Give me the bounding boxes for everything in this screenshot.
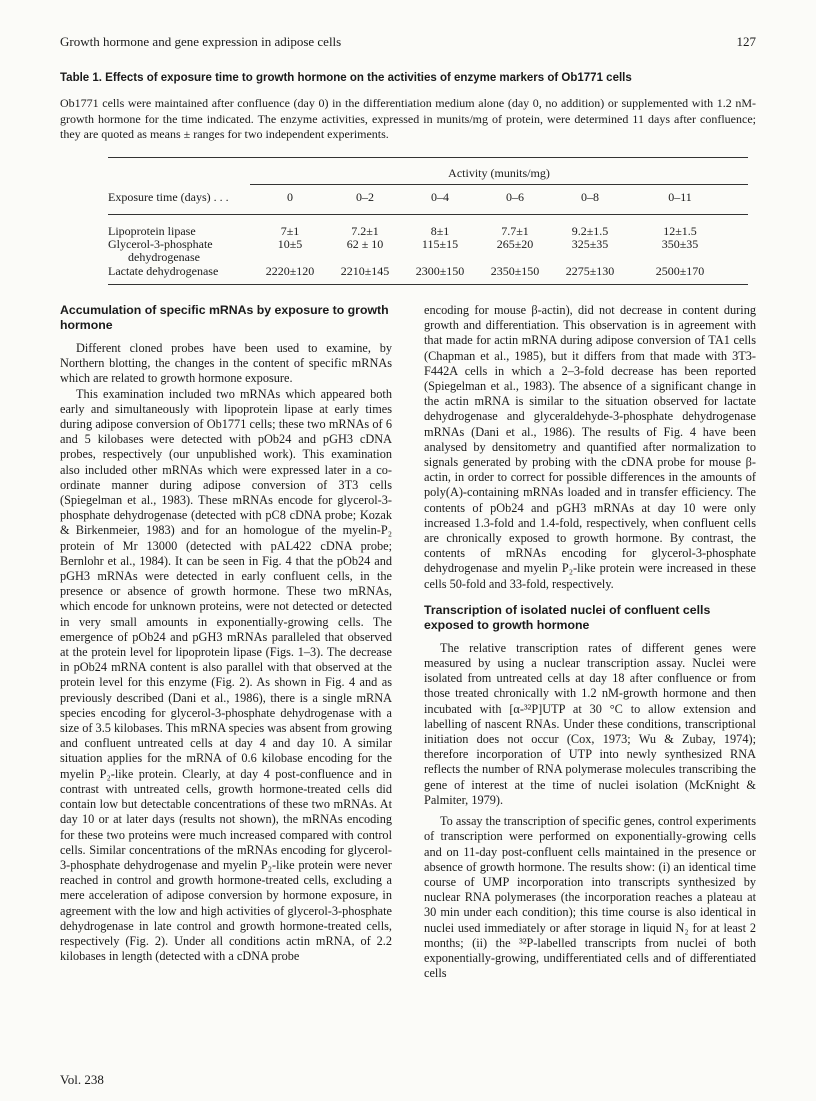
paragraph: This examination included two mRNAs which appeared both early and simultaneously with lipoprotein lipase at early times during adipose conversion of Ob1771 cells; these two mRNAs of 6 and 5 kilobases were detected with pOb24 and pGH3 cDNA probes, respectively (our unpublished work). This examination also included other mRNAs which were expressed later in a co-ordinate manner during adipose conversion of 3T3 cells (Spiegelman et al., 1983). These mRNAs encode for glycerol-3-phosphate dehydrogenase (detected with pC8 cDNA probe; Kozak & Birkenmeier, 1983) and for an homologue of the myelin-P₂ protein of Mr 13000 (detected with pAL422 cDNA probe; Bernlohr et al., 1984). It can be seen in Fig. 4 that the pOb24 and pGH3 mRNAs were detected in early confluent cells, in the presence or absence of growth hormone. These two mRNAs, which encode for unknown proteins, were not detected or detected in very small amounts in exponentially-growing cells. The emergence of pOb24 and pGH3 mRNAs paralleled that observed at the protein level for lipoprotein lipase (Figs. 1–3). The decrease in pOb24 mRNA content is also parallel with that observed at the protein level for this enzyme (Fig. 2). As shown in Fig. 4 and as previously described (Dani et al., 1986), there is a single mRNA species encoding for glycerol-3-phosphate dehydrogenase with a size of 3.5 kilobases. This mRNA species was absent from growing and confluent untreated cells at day 4 and day 10. A similar situation applies for the mRNA of 0.6 kilobase encoding for the myelin P₂-like protein. Clearly, at day 4 post-confluence and in contrast with untreated cells, growth hormone-treated cells did contain low but detectable concentrations of these two mRNAs. At day 10 or at later days (results not shown), the mRNAs encoding for these two proteins were much increased compared with control cells. Similar concentrations of the mRNAs encoding for glycerol-3-phosphate dehydrogenase and myelin P₂-like protein were never reached in control and growth hormone-treated cells, excluding a mere acceleration of adipose conversion by hormone exposure, in agreement with the low and high activities of glycerol-3-phosphate dehydrogenase in late control and growth hormone-treated cells, respectively (Fig. 2). Under all conditions actin mRNA, of 2.2 kilobases in length (detected with a cDNA probe xyxy=(60,386,392,964)
header-bottom-rule xyxy=(108,214,748,215)
table-cell: 9.2±1.5 xyxy=(571,224,609,238)
table-cell: 350±35 xyxy=(661,237,699,251)
section-heading: Transcription of isolated nuclei of confluent cells exposed to growth hormone xyxy=(424,602,711,632)
left-column xyxy=(60,303,392,964)
table-bottom-rule xyxy=(108,284,748,285)
paragraph: The relative transcription rates of different genes were measured by using a nuclear transcription assay. Nuclei were isolated from untreated cells at day 18 after confluence or from those treated chronically with 1.2 nM-growth hormone and then incubated with [α-³²P]UTP at 30 °C to allow extension and labelling of nascent RNAs. Under these conditions, transcriptional initiation does not occur (Cox, 1973; Wu & Zubay, 1974); therefore incorporation of UTP into newly synthesized RNA reflects the number of RNA polymerase molecules transcribing the gene of interest at the time of nuclei isolation (McKnight & Palmiter, 1979). xyxy=(424,640,756,807)
col-header: 0–4 xyxy=(431,190,449,204)
col-header: 0 xyxy=(287,190,293,204)
table-row xyxy=(108,264,748,280)
table-cell: 8±1 xyxy=(430,224,450,238)
right-column xyxy=(424,303,756,981)
paragraph: To assay the transcription of specific genes, control experiments of transcription were performed on exponentially-growing cells and on 11-day post-confluent cells maintained in the presence or absence of growth hormone. The results show: (i) an identical time course of UMP incorporation into transcripts synthesized by nuclear RNA polymerases (the incorporation reaches a plateau at 30 min under each condition); this time course is also identical in nuclei used immediately or after storage in liquid N₂ for at least 2 months; (ii) the ³²P-labelled transcripts from nuclei of both exponentially-growing, undifferentiated cells and of differentiated cells xyxy=(424,814,756,981)
exposure-label: Exposure time (days) . . . xyxy=(108,190,229,204)
table-cell: 2300±150 xyxy=(415,264,465,278)
activity-header: Activity (munits/mg) xyxy=(448,166,550,180)
row-label: dehydrogenase xyxy=(128,250,200,264)
table-cell: 2210±145 xyxy=(340,264,390,278)
table-title: Table 1. Effects of exposure time to growth hormone on the activities of enzyme markers of Ob1771 cells xyxy=(60,72,632,84)
table-cell: 115±15 xyxy=(421,237,459,251)
table-cell: 325±35 xyxy=(571,237,609,251)
table-cell: 7.7±1 xyxy=(501,224,529,238)
table-top-rule xyxy=(108,157,748,158)
page-number: 127 xyxy=(736,34,756,49)
table-cell: 2350±150 xyxy=(490,264,540,278)
table-cell: 2500±170 xyxy=(655,264,705,278)
row-label: Lactate dehydrogenase xyxy=(108,264,219,278)
table-cell: 7.2±1 xyxy=(351,224,379,238)
table-cell: 2275±130 xyxy=(565,264,615,278)
table-cell: 12±1.5 xyxy=(663,224,697,238)
col-header: 0–8 xyxy=(581,190,599,204)
table-cell: 265±20 xyxy=(496,237,534,251)
row-label: Glycerol-3-phosphate xyxy=(108,237,213,251)
running-head xyxy=(60,34,756,50)
activity-rule xyxy=(250,184,748,185)
table-cell: 62 ± 10 xyxy=(346,237,384,251)
row-label: Lipoprotein lipase xyxy=(108,224,196,238)
col-header: 0–11 xyxy=(668,190,692,204)
paragraph: Different cloned probes have been used to examine, by Northern blotting, the changes in the content of specific mRNAs which are related to growth hormone exposure. xyxy=(60,341,392,386)
running-title: Growth hormone and gene expression in adipose cells xyxy=(60,34,342,49)
table-cell: 10±5 xyxy=(277,237,303,251)
table-caption: Ob1771 cells were maintained after confluence (day 0) in the differentiation medium alone (day 0, no addition) or supplemented with 1.2 nM-growth hormone for the time indicated. The enzyme activities, expressed in munits/mg of protein, were determined 11 days after confluence; they are quoted as means ± ranges for two independent experiments. xyxy=(60,96,756,141)
col-header: 0–6 xyxy=(506,190,524,204)
section-heading: Accumulation of specific mRNAs by exposure to growth hormone xyxy=(60,303,389,332)
table-cell: 7±1 xyxy=(280,224,300,238)
col-header: 0–2 xyxy=(356,190,374,204)
table-cell: 2220±120 xyxy=(265,264,315,278)
volume-footer: Vol. 238 xyxy=(60,1072,104,1087)
paragraph-continuation: encoding for mouse β-actin), did not decrease in content during growth and differentiation. This observation is in agreement with that made for actin mRNA during adipose conversion of TA1 cells (Chapman et al., 1985), but it differs from that made with 3T3-F442A cells in which a 2–3-fold decrease has been reported (Spiegelman et al., 1983). The absence of a significant change in the actin mRNA is similar to the situation observed for lactate dehydrogenase and glyceraldehyde-3-phosphate dehydrogenase mRNAs (Dani et al., 1986). The results of Fig. 4 have been analysed by densitometry and quantified after normalization to signals generated by probing with the cDNA probe for mouse β-actin, in order to correct for possible differences in the amounts of poly(A)-containing mRNAs loaded and in transfer efficiency. The contents of pOb24 and pGH3 mRNAs at day 10 were only increased 1.3-fold and 1.4-fold, respectively, when confluent cells are chronically exposed to growth hormone. By contrast, the contents of mRNAs encoding for glycerol-3-phosphate dehydrogenase and myelin P₂-like protein were increased in these cells 50-fold and 33-fold, respectively. xyxy=(424,303,756,591)
table-header-row xyxy=(108,190,748,206)
